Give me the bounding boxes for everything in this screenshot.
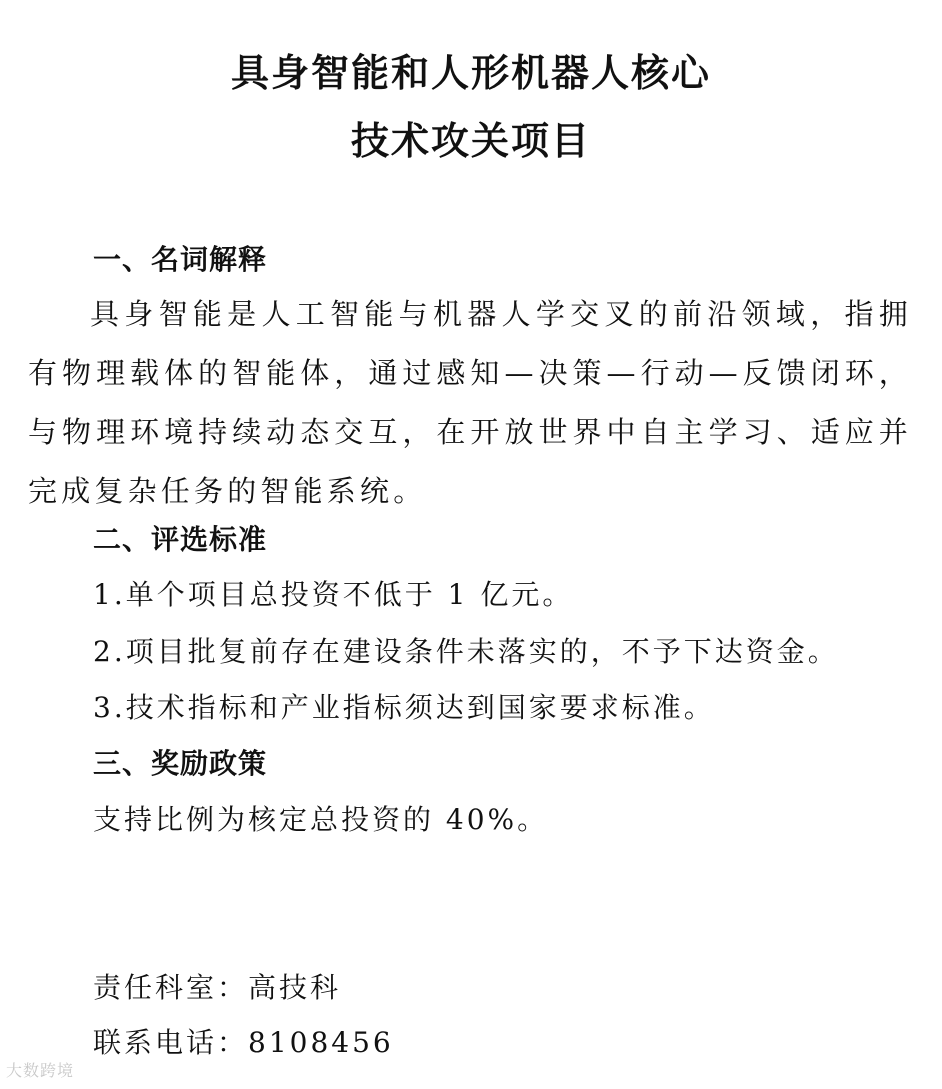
document-title-line-1: 具身智能和人形机器人核心 [230,51,711,95]
policy-text: 支持比例为核定总投资的 40%。 [93,803,549,836]
document-title-line-2: 技术攻关项目 [350,119,591,163]
section-paragraph-terms: 具身智能是人工智能与机器人学交叉的前沿领域，指拥有物理载体的智能体，通过感知—决策—行动—反馈闭环，与物理环境持续动态交互，在开放世界中自主学习、适应并完成复杂任务的智能系统。 [28,297,912,508]
section-heading-policy: 三、奖励政策 [93,747,268,780]
criteria-item-1: 1.单个项目总投资不低于 1 亿元。 [93,578,574,611]
responsible-department: 责任科室：高技科 [93,971,342,1004]
section-heading-terms: 一、名词解释 [93,243,268,276]
contact-phone: 联系电话：8108456 [93,1026,394,1059]
watermark-logo: 大数跨境 [6,1061,75,1080]
criteria-item-2: 2.项目批复前存在建设条件未落实的，不予下达资金。 [93,635,839,668]
section-heading-criteria: 二、评选标准 [93,523,268,556]
criteria-item-3: 3.技术指标和产业指标须达到国家要求标准。 [93,691,715,724]
